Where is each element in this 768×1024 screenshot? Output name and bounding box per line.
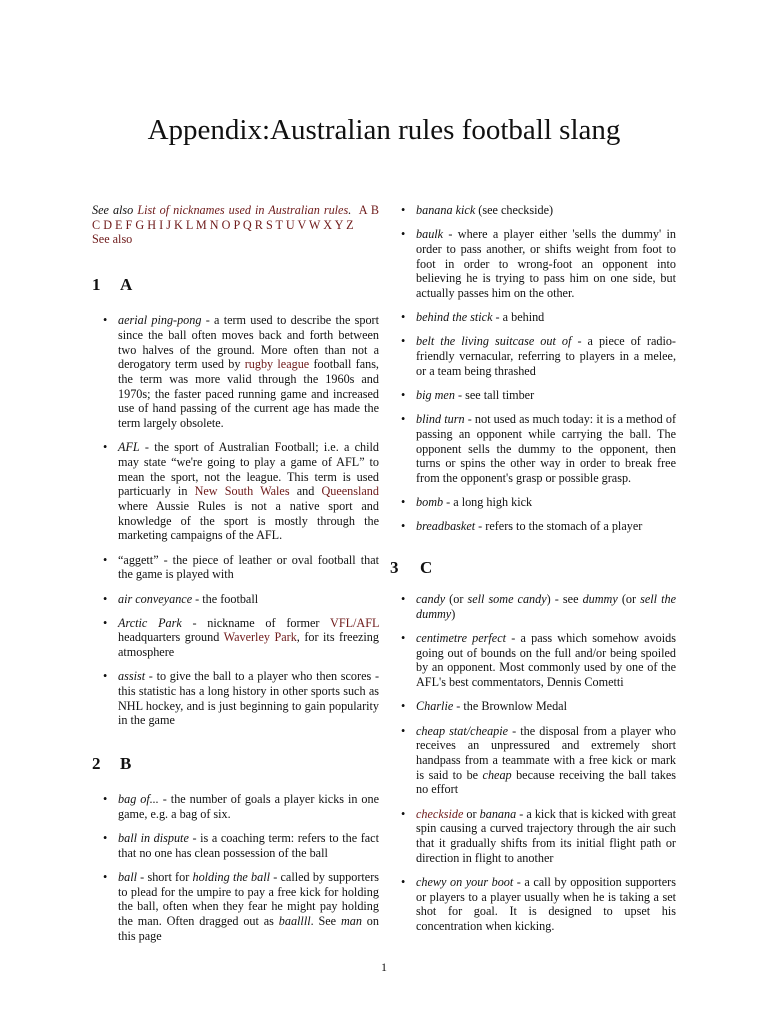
entry-belt-suitcase: • belt the living suitcase out of - a piece of radio-friendly vernacular, referring to players in a melee, or a team being thrashed xyxy=(390,334,676,378)
letter-link[interactable]: Z xyxy=(346,217,354,232)
entry-breadbasket: • breadbasket - refers to the stomach of a player xyxy=(390,519,676,534)
left-column xyxy=(92,203,379,953)
nicknames-link[interactable]: List of nicknames used in Australian rules xyxy=(137,203,349,217)
letter-link[interactable]: T xyxy=(275,217,283,232)
entry-assist: • assist - to give the ball to a player who then scores - this statistic has a long history in other sports such as NHL hockey, and is just beginning to gain popularity in the game xyxy=(92,669,379,728)
letter-link[interactable]: L xyxy=(185,217,193,232)
letter-link[interactable]: U xyxy=(285,217,295,232)
letter-link[interactable]: P xyxy=(233,217,240,232)
queensland-link[interactable]: Queensland xyxy=(321,484,379,499)
list-a xyxy=(92,313,379,728)
new-south-wales-link[interactable]: New South Wales xyxy=(194,484,290,499)
letter-link[interactable]: D xyxy=(103,217,112,232)
entry-ball-in-dispute: • ball in dispute - is a coaching term: refers to the fact that no one has clean possession of the ball xyxy=(92,831,379,860)
letter-link[interactable]: A xyxy=(358,203,367,217)
entry-bomb: • bomb - a long high kick xyxy=(390,495,676,510)
letter-link[interactable]: J xyxy=(166,217,171,232)
letter-link[interactable]: M xyxy=(195,217,207,232)
checkside-link[interactable]: checkside xyxy=(416,806,464,821)
entry-aggett: • “aggett” - the piece of leather or oval football that the game is played with xyxy=(92,553,379,582)
entry-behind-the-stick: • behind the stick - a behind xyxy=(390,310,676,325)
entry-bag-of: • bag of... - the number of goals a player kicks in one game, e.g. a bag of six. xyxy=(92,792,379,821)
letter-link[interactable]: I xyxy=(159,217,164,232)
letter-link[interactable]: K xyxy=(174,217,183,232)
list-b xyxy=(92,792,379,943)
letter-link[interactable]: W xyxy=(308,217,321,232)
right-column xyxy=(390,203,676,943)
page-title: Appendix:Australian rules football slang xyxy=(147,114,621,146)
letter-link[interactable]: Q xyxy=(242,217,252,232)
letter-link[interactable]: V xyxy=(297,217,307,232)
letter-link[interactable]: R xyxy=(254,217,263,232)
entry-baulk: • baulk - where a player either 'sells the dummy' in order to pass another, or shifts weight from foot to foot in order to wrong-foot an opponent into believing he is trying to pass him on one side, but actually passes him on the other. xyxy=(390,227,676,301)
entry-ball: • ball - short for holding the ball - called by supporters to plead for the umpire to pay a free kick for holding the ball, often when they fear he might pay holding the man. Often dragged out as baallll. See man on this page xyxy=(92,870,379,944)
letter-link[interactable]: S xyxy=(265,217,273,232)
letter-link[interactable]: G xyxy=(135,217,145,232)
section-heading-c: 3 C xyxy=(390,558,433,578)
section-heading-a: 1 A xyxy=(92,275,133,295)
vfl-afl-link[interactable]: VFL/AFL xyxy=(330,615,379,630)
section-heading-b: 2 B xyxy=(92,754,132,774)
letter-link[interactable]: E xyxy=(115,217,123,232)
entry-chewy-on-your-boot: • chewy on your boot - a call by opposition supporters or players to a player usually when he is taking a set shot for goal. It is designed to upset his concentration when kicking. xyxy=(390,875,676,934)
entry-afl: • AFL - the sport of Australian Football; i.e. a child may state “we're going to play a game of AFL” to mean the sport, not the league. This term is used particuarly in New South Wales and Queensland where Aussie Rules is not a native sport and knowledge of the sport is mostly through the marketing campaigns of the AFL. xyxy=(92,440,379,543)
entry-blind-turn: • blind turn - not used as much today: it is a method of passing an opponent while carrying the ball. The opponent sells the dummy to the opponent, then turns or spins the other way in order to break free from the opponent's grasp or possible grasp. xyxy=(390,412,676,486)
letter-link[interactable]: O xyxy=(221,217,231,232)
entry-banana-kick: • banana kick (see checkside) xyxy=(390,203,676,218)
waverley-park-link[interactable]: Waverley Park xyxy=(223,630,297,645)
see-also-line: See also List of nicknames used in Australian rules. A B C D E F G H I J K L M N O P Q R S T U V W X Y Z See also xyxy=(92,203,380,247)
letter-link[interactable]: H xyxy=(147,217,157,232)
letter-link[interactable]: N xyxy=(209,217,219,232)
entry-candy: • candy (or sell some candy) - see dummy (or sell the dummy) xyxy=(390,592,676,621)
letter-link[interactable]: C xyxy=(92,217,101,232)
see-also-link[interactable]: See also xyxy=(92,232,133,247)
entry-centimetre-perfect: • centimetre perfect - a pass which somehow avoids going out of bounds on the full and/or being spoiled by an opponent. Most commonly used by one of the AFL's best commentators, Dennis Cometti xyxy=(390,631,676,690)
letter-link[interactable]: Y xyxy=(334,217,344,232)
list-b-continued xyxy=(390,203,676,534)
entry-cheap-stat: • cheap stat/cheapie - the disposal from a player who receives an unpressured and extremely short handpass from a teammate with a free kick or mark is said to be cheap because receiving the ball takes no effort xyxy=(390,724,676,798)
entry-checkside: • checkside or banana - a kick that is kicked with great spin causing a curved trajectory through the air such that it gradually shifts from its initial flight path or direction in flight to another xyxy=(390,807,676,866)
entry-arctic-park: • Arctic Park - nickname of former VFL/AFL headquarters ground Waverley Park, for its freezing atmosphere xyxy=(92,616,379,660)
entry-air-conveyance: • air conveyance - the football xyxy=(92,592,379,607)
entry-aerial-ping-pong: • aerial ping-pong - a term used to describe the sport since the ball often moves back and forth between two halves of the ground. More often than not a derogatory term used by rugby league football fans, the term was more valid through the 1960s and 1970s; the faster paced running game and increased use of hand passing of the current age has made the term largely obsolete. xyxy=(92,313,379,431)
entry-charlie: • Charlie - the Brownlow Medal xyxy=(390,699,676,714)
entry-big-men: • big men - see tall timber xyxy=(390,388,676,403)
letter-link[interactable]: X xyxy=(323,217,333,232)
letter-link[interactable]: B xyxy=(370,203,380,217)
letter-link[interactable]: F xyxy=(125,217,133,232)
list-c xyxy=(390,592,676,934)
rugby-league-link[interactable]: rugby league xyxy=(244,357,310,372)
page-number: 1 xyxy=(381,960,387,974)
